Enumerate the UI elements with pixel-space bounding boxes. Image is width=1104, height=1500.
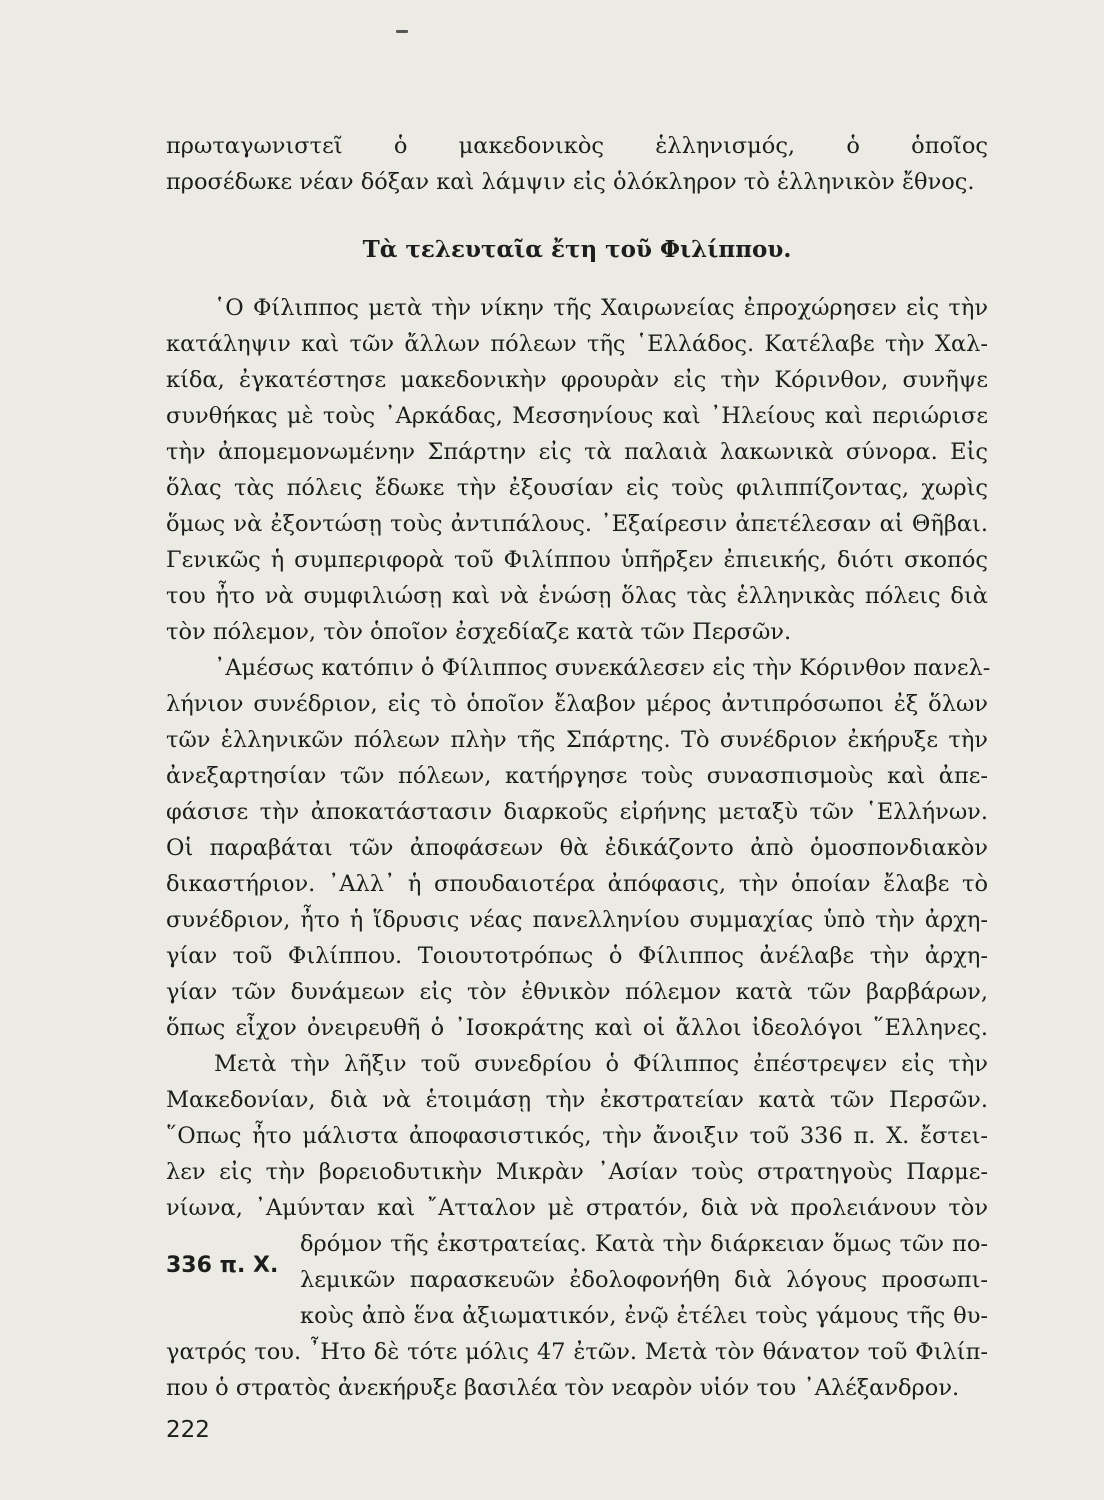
text-line: Γενικῶς ἡ συμπεριφορὰ τοῦ Φιλίππου ὑπῆρξεν ἐπιεικής, διότι σκοπός: [166, 547, 988, 573]
text-line: δικαστήριον. ᾿Αλλ᾿ ἡ σπουδαιοτέρα ἀπόφασις, τὴν ὁποίαν ἔλαβε τὸ: [166, 871, 988, 897]
text-line: κατάληψιν καὶ τῶν ἄλλων πόλεων τῆς ῾Ελλάδος. Κατέλαβε τὴν Χαλ-: [166, 331, 988, 357]
text-line: πρωταγωνιστεῖ ὁ μακεδονικὸς ἑλληνισμός, ὁ ὁποῖος: [166, 133, 988, 159]
page-number: 222: [166, 1417, 210, 1443]
text-line: Μετὰ τὴν λῆξιν τοῦ συνεδρίου ὁ Φίλιππος ἐπέστρεψεν εἰς τὴν: [214, 1051, 988, 1077]
text-line: ῾Ο Φίλιππος μετὰ τὴν νίκην τῆς Χαιρωνείας ἐπροχώρησεν εἰς τὴν: [214, 295, 988, 321]
text-line: τῶν ἑλληνικῶν πόλεων πλὴν τῆς Σπάρτης. Τὸ συνέδριον ἐκήρυξε τὴν: [166, 727, 988, 753]
text-line: φάσισε τὴν ἀποκατάστασιν διαρκοῦς εἰρήνης μεταξὺ τῶν ῾Ελλήνων.: [166, 799, 988, 825]
margin-date-note: 336 π. Χ.: [166, 1253, 279, 1278]
text-line: προσέδωκε νέαν δόξαν καὶ λάμψιν εἰς ὁλόκληρον τὸ ἑλληνικὸν ἔθνος.: [166, 169, 975, 195]
text-line: Μακεδονίαν, διὰ νὰ ἑτοιμάσῃ τὴν ἐκστρατείαν κατὰ τῶν Περσῶν.: [166, 1087, 988, 1113]
text-line: γίαν τῶν δυνάμεων εἰς τὸν ἐθνικὸν πόλεμον κατὰ τῶν βαρβάρων,: [166, 979, 988, 1005]
text-line: γίαν τοῦ Φιλίππου. Τοιουτοτρόπως ὁ Φίλιππος ἀνέλαβε τὴν ἀρχη-: [166, 943, 988, 969]
text-line: Οἱ παραβάται τῶν ἀποφάσεων θὰ ἐδικάζοντο ἀπὸ ὁμοσπονδιακὸν: [166, 835, 988, 861]
section-title: Τὰ τελευταῖα ἔτη τοῦ Φιλίππου.: [362, 236, 792, 263]
text-line: λήνιον συνέδριον, εἰς τὸ ὁποῖον ἔλαβον μέρος ἀντιπρόσωποι ἐξ ὅλων: [166, 691, 988, 717]
text-line: συνέδριον, ἦτο ἡ ἵδρυσις νέας πανελληνίου συμμαχίας ὑπὸ τὴν ἀρχη-: [166, 907, 988, 933]
text-line: λεν εἰς τὴν βορειοδυτικὴν Μικρὰν ᾿Ασίαν τοὺς στρατηγοὺς Παρμε-: [166, 1159, 988, 1185]
text-line: τὴν ἀπομεμονωμένην Σπάρτην εἰς τὰ παλαιὰ λακωνικὰ σύνορα. Εἰς: [166, 439, 988, 465]
text-line: ὅλας τὰς πόλεις ἔδωκε τὴν ἐξουσίαν εἰς τοὺς φιλιππίζοντας, χωρὶς: [166, 475, 988, 501]
text-line: νίωνα, ᾿Αμύνταν καὶ ῎Ατταλον μὲ στρατόν, διὰ νὰ προλειάνουν τὸν: [166, 1195, 988, 1221]
text-line: δρόμον τῆς ἐκστρατείας. Κατὰ τὴν διάρκειαν ὅμως τῶν πο-: [300, 1231, 988, 1257]
text-line: κοὺς ἀπὸ ἕνα ἀξιωματικόν, ἐνῷ ἐτέλει τοὺς γάμους τῆς θυ-: [300, 1303, 988, 1329]
text-line: κίδα, ἐγκατέστησε μακεδονικὴν φρουρὰν εἰς τὴν Κόρινθον, συνῆψε: [166, 367, 988, 393]
text-line: ἀνεξαρτησίαν τῶν πόλεων, κατήργησε τοὺς συνασπισμοὺς καὶ ἀπε-: [166, 763, 988, 789]
text-line: που ὁ στρατὸς ἀνεκήρυξε βασιλέα τὸν νεαρὸν υἱόν του ᾿Αλέξανδρον.: [166, 1375, 960, 1401]
text-line: ὅμως νὰ ἐξοντώσῃ τοὺς ἀντιπάλους. ᾿Εξαίρεσιν ἀπετέλεσαν αἱ Θῆβαι.: [166, 511, 988, 537]
text-line: τὸν πόλεμον, τὸν ὁποῖον ἐσχεδίαζε κατὰ τῶν Περσῶν.: [166, 619, 792, 645]
text-line: ῞Οπως ἦτο μάλιστα ἀποφασιστικός, τὴν ἄνοιξιν τοῦ 336 π. Χ. ἔστει-: [166, 1123, 988, 1149]
print-mark: [396, 30, 408, 33]
text-line: ὅπως εἶχον ὀνειρευθῆ ὁ ᾿Ισοκράτης καὶ οἱ ἄλλοι ἰδεολόγοι ῞Ελληνες.: [166, 1015, 988, 1041]
text-line: συνθήκας μὲ τοὺς ᾿Αρκάδας, Μεσσηνίους καὶ ᾿Ηλείους καὶ περιώρισε: [166, 403, 988, 429]
text-line: ᾿Αμέσως κατόπιν ὁ Φίλιππος συνεκάλεσεν εἰς τὴν Κόρινθον πανελ-: [214, 655, 991, 681]
text-line: λεμικῶν παρασκευῶν ἐδολοφονήθη διὰ λόγους προσωπι-: [300, 1267, 988, 1293]
text-line: γατρός του. ῏Ητο δὲ τότε μόλις 47 ἐτῶν. Μετὰ τὸν θάνατον τοῦ Φιλίπ-: [166, 1339, 988, 1365]
text-line: του ἦτο νὰ συμφιλιώσῃ καὶ νὰ ἑνώσῃ ὅλας τὰς ἑλληνικὰς πόλεις διὰ: [166, 583, 988, 609]
